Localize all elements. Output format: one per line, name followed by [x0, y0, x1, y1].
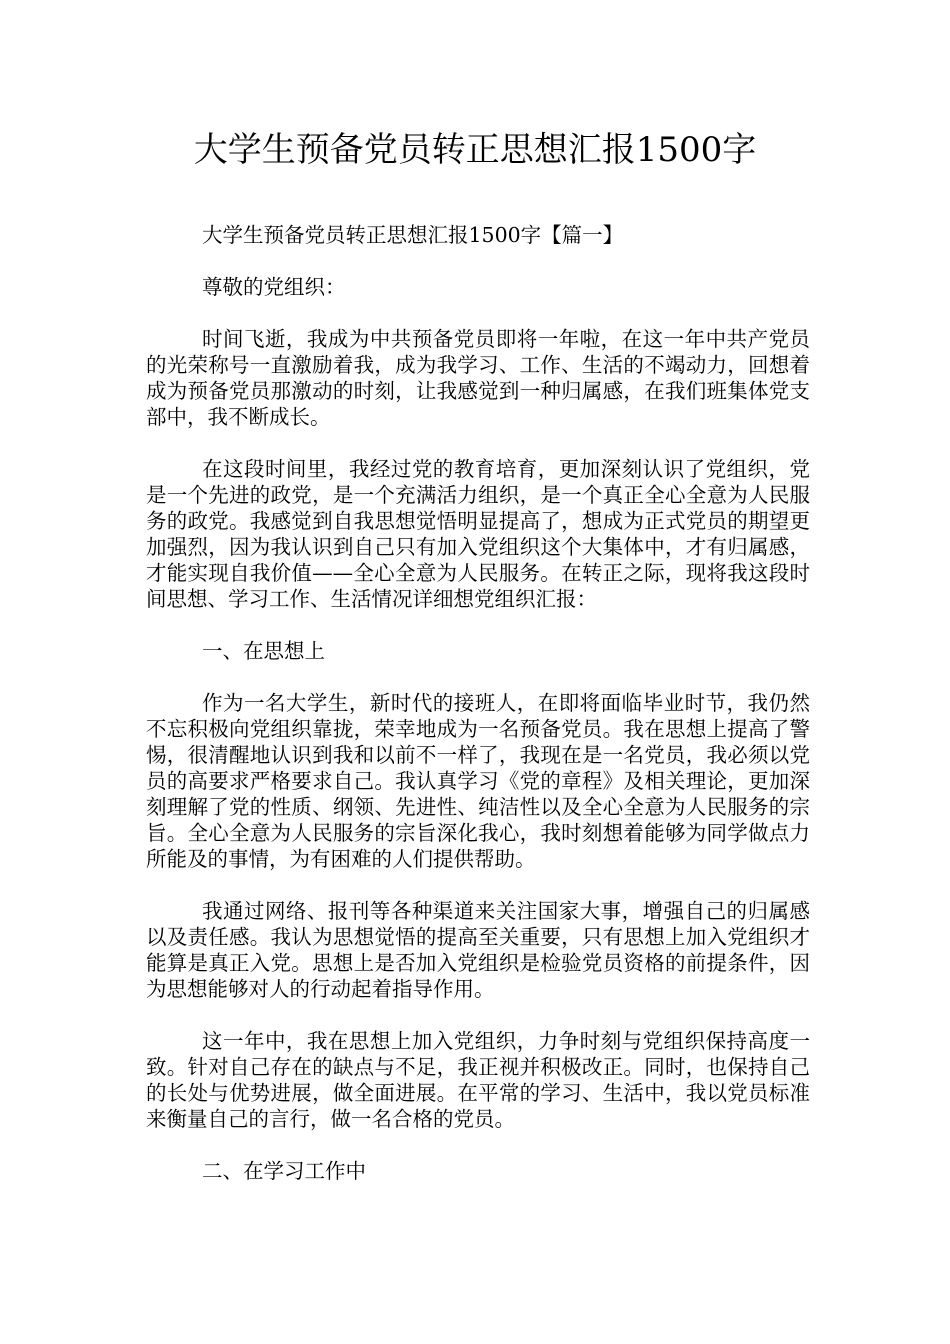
paragraph: 时间飞逝，我成为中共预备党员即将一年啦，在这一年中共产党员的光荣称号一直激励着我，成为我学习、工作、生活的不竭动力，回想着成为预备党员那激动的时刻，让我感觉到一种归属感，在我们班集体党支部中，我不断成长。: [146, 327, 810, 429]
section-heading: 大学生预备党员转正思想汇报1500字【篇一】: [202, 223, 624, 247]
subsection-heading: 二、在学习工作中: [202, 1159, 366, 1183]
salutation: 尊敬的党组织：: [202, 275, 346, 299]
paragraph: 作为一名大学生，新时代的接班人，在即将面临毕业时节，我仍然不忘积极向党组织靠拢，荣幸地成为一名预备党员。我在思想上提高了警惕，很清醒地认识到我和以前不一样了，我现在是一名党员，我必须以党员的高要求严格要求自己。我认真学习《党的章程》及相关理论，更加深刻理解了党的性质、纲领、先进性、纯洁性以及全心全意为人民服务的宗旨。全心全意为人民服务的宗旨深化我心，我时刻想着能够为同学做点力所能及的事情，为有困难的人们提供帮助。: [146, 691, 810, 871]
subsection-heading: 一、在思想上: [202, 639, 325, 663]
paragraph: 这一年中，我在思想上加入党组织，力争时刻与党组织保持高度一致。针对自己存在的缺点与不足，我正视并积极改正。同时，也保持自己的长处与优势进展，做全面进展。在平常的学习、生活中，我以党员标准来衡量自己的言行，做一名合格的党员。: [146, 1029, 810, 1131]
paragraph: 我通过网络、报刊等各种渠道来关注国家大事，增强自己的归属感以及责任感。我认为思想觉悟的提高至关重要，只有思想上加入党组织才能算是真正入党。思想上是否加入党组织是检验党员资格的前提条件，因为思想能够对人的行动起着指导作用。: [146, 899, 810, 1001]
document-title: 大学生预备党员转正思想汇报1500字: [193, 130, 757, 170]
paragraph: 在这段时间里，我经过党的教育培育，更加深刻认识了党组织，党是一个先进的政党，是一个充满活力组织，是一个真正全心全意为人民服务的政党。我感觉到自我思想觉悟明显提高了，想成为正式党员的期望更加强烈，因为我认识到自己只有加入党组织这个大集体中，才有归属感，才能实现自我价值——全心全意为人民服务。在转正之际，现将我这段时间思想、学习工作、生活情况详细想党组织汇报：: [146, 457, 810, 611]
document-body: [146, 222, 810, 1210]
